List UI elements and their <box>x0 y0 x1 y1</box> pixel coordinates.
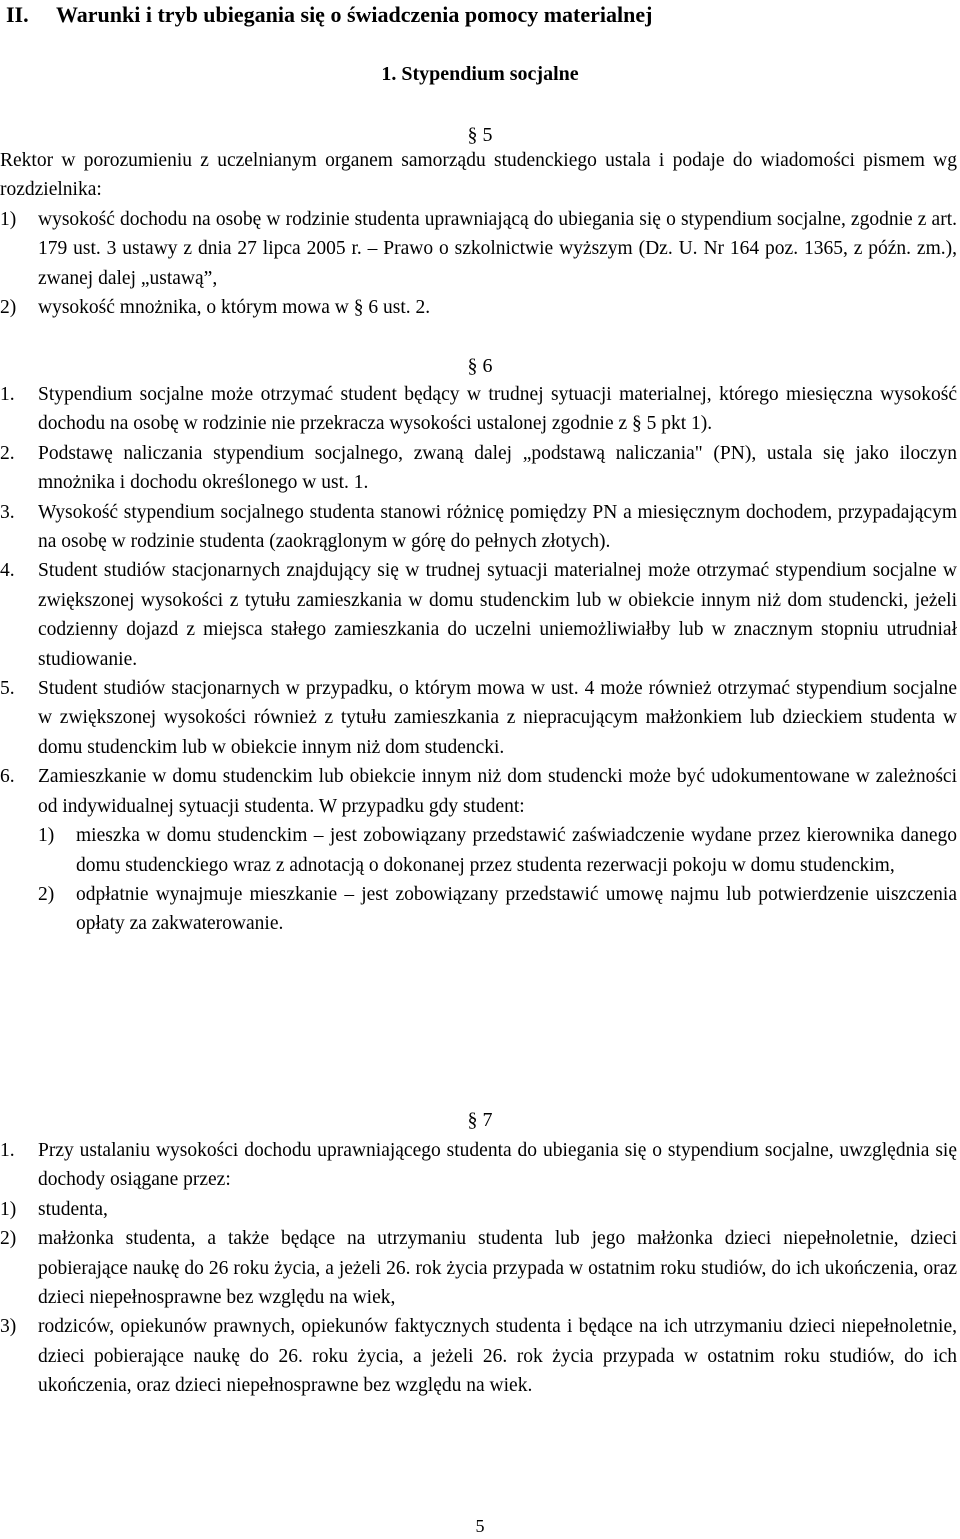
list-item-label: 2) <box>0 297 17 319</box>
list-item-label: 4. <box>0 560 15 582</box>
list-item-label: 6. <box>0 766 15 788</box>
sublist-item-label: 1) <box>38 825 55 847</box>
paragraph-6-heading: § 6 <box>467 355 493 377</box>
list-item-text: wysokość mnożnika, o którym mowa w § 6 ust. 2. <box>38 297 431 319</box>
sublist-item-label: 3) <box>0 1316 17 1338</box>
sublist-item-text: odpłatnie wynajmuje mieszkanie – jest zobowiązany przedstawić umowę najmu lub potwierdzenie uiszczenia opłaty za zakwaterowanie. <box>76 883 957 935</box>
sublist-item-text: małżonka studenta, a także będące na utrzymaniu studenta lub jego małżonka dzieci niepełnoletnie, dzieci pobierające naukę do 26 roku życia, a jeżeli 26. rok życia przypada w ostatnim roku studiów, do ich ukończenia, oraz dzieci niepełnosprawne bez względu na wiek, <box>38 1228 957 1309</box>
list-item-text: Podstawę naliczania stypendium socjalnego, zwaną dalej „podstawą naliczania" (PN), ustala się jako iloczyn mnożnika i dochodu określonego w ust. 1. <box>38 442 957 494</box>
sublist-item <box>38 821 957 880</box>
list-item <box>0 439 957 498</box>
sublist-item-label: 1) <box>0 1198 17 1220</box>
chapter-number: II. <box>6 2 29 27</box>
list-item-label: 3. <box>0 501 15 523</box>
paragraph-6-body <box>0 380 957 939</box>
paragraph-7-heading: § 7 <box>467 1109 493 1131</box>
sublist-item <box>0 1312 957 1400</box>
list-item <box>0 674 957 762</box>
list-item <box>0 380 957 439</box>
list-item-text: Student studiów stacjonarnych znajdujący się w trudnej sytuacji materialnej może otrzymać stypendium socjalne w zwiększonej wysokości z tytułu zamieszkania w domu studenckim lub w obiekcie innym niż dom studencki, jeżeli codzienny dojazd z miejsca stałego zamieszkania do uczelni uniemożliwiałby lub w znacznym stopniu utrudniał studiowanie. <box>38 560 957 670</box>
list-item <box>0 205 957 293</box>
list-item-text: wysokość dochodu na osobę w rodzinie studenta uprawniającą do ubiegania się o stypendium socjalne, zgodnie z art. 179 ust. 3 ustawy z dnia 27 lipca 2005 r. – Prawo o szkolnictwie wyższym (Dz. U. Nr 164 poz. 1365, z późn. zm.), zwanej dalej „ustawą”, <box>38 208 957 289</box>
list-item <box>0 293 957 322</box>
sublist-item-text: mieszka w domu studenckim – jest zobowiązany przedstawić zaświadczenie wydane przez kierownika danego domu studenckiego wraz z adnotacją o dokonanej przez studenta rezerwacji pokoju w domu studenckim, <box>76 825 957 876</box>
list-item <box>0 1136 957 1195</box>
paragraph-5-body <box>0 146 957 322</box>
list-item-text: Zamieszkanie w domu studenckim lub obiekcie innym niż dom studencki może być udokumentowane w zależności od indywidualnej sytuacji studenta. W przypadku gdy student: <box>38 766 957 817</box>
sublist-item <box>38 880 957 939</box>
chapter-title: Warunki i tryb ubiegania się o świadczenia pomocy materialnej <box>56 2 653 27</box>
sublist-item-label: 2) <box>0 1228 17 1250</box>
list-item-text: Stypendium socjalne może otrzymać student będący w trudnej sytuacji materialnej, którego miesięczna wysokość dochodu na osobę w rodzinie nie przekracza wysokości ustalonej zgodnie z § 5 pkt 1). <box>38 384 957 435</box>
sublist-item <box>0 1195 957 1224</box>
sublist-item-text: studenta, <box>38 1198 108 1220</box>
sublist <box>38 821 957 939</box>
list-item-text: Wysokość stypendium socjalnego studenta stanowi różnicę pomiędzy PN a miesięcznym dochodem, przypadającym na osobę w rodzinie studenta (zaokrąglonym w górę do pełnych złotych). <box>38 501 957 553</box>
chapter-heading <box>6 0 652 30</box>
sublist-item-label: 2) <box>38 883 55 905</box>
paragraph-5-intro: Rektor w porozumieniu z uczelnianym organem samorządu studenckiego ustala i podaje do wiadomości pismem wg rozdzielnika: <box>0 150 957 201</box>
list-item-label: 1) <box>0 208 17 230</box>
sublist-item <box>0 1224 957 1312</box>
paragraph-7-body <box>0 1136 957 1401</box>
list-item-label: 5. <box>0 678 15 700</box>
list-item-label: 2. <box>0 442 15 464</box>
list-item <box>0 762 957 821</box>
paragraph-5-heading: § 5 <box>467 124 493 146</box>
list-item-text: Student studiów stacjonarnych w przypadku, o którym mowa w ust. 4 może również otrzymać stypendium socjalne w zwiększonej wysokości również z tytułu zamieszkania z niepracującym małżonkiem lub dzieckiem studenta w domu studenckim lub w obiekcie innym niż dom studencki. <box>38 678 957 758</box>
list-item <box>0 498 957 557</box>
sublist-item-text: rodziców, opiekunów prawnych, opiekunów faktycznych studenta i będące na ich utrzymaniu dzieci niepełnoletnie, dzieci pobierające naukę do 26. roku życia, a jeżeli 26. rok życia przypada w ostatnim roku studiów, do ich ukończenia, oraz dzieci niepełnosprawne bez względu na wiek. <box>38 1316 957 1397</box>
list-item-label: 1. <box>0 384 15 405</box>
list-item <box>0 556 957 674</box>
list-item-text: Przy ustalaniu wysokości dochodu uprawniającego studenta do ubiegania się o stypendium socjalne, uwzględnia się dochody osiągane przez: <box>38 1140 957 1191</box>
page-number: 5 <box>475 1516 485 1536</box>
section-subtitle: 1. Stypendium socjalne <box>381 63 579 85</box>
list-item-label: 1. <box>0 1140 15 1161</box>
